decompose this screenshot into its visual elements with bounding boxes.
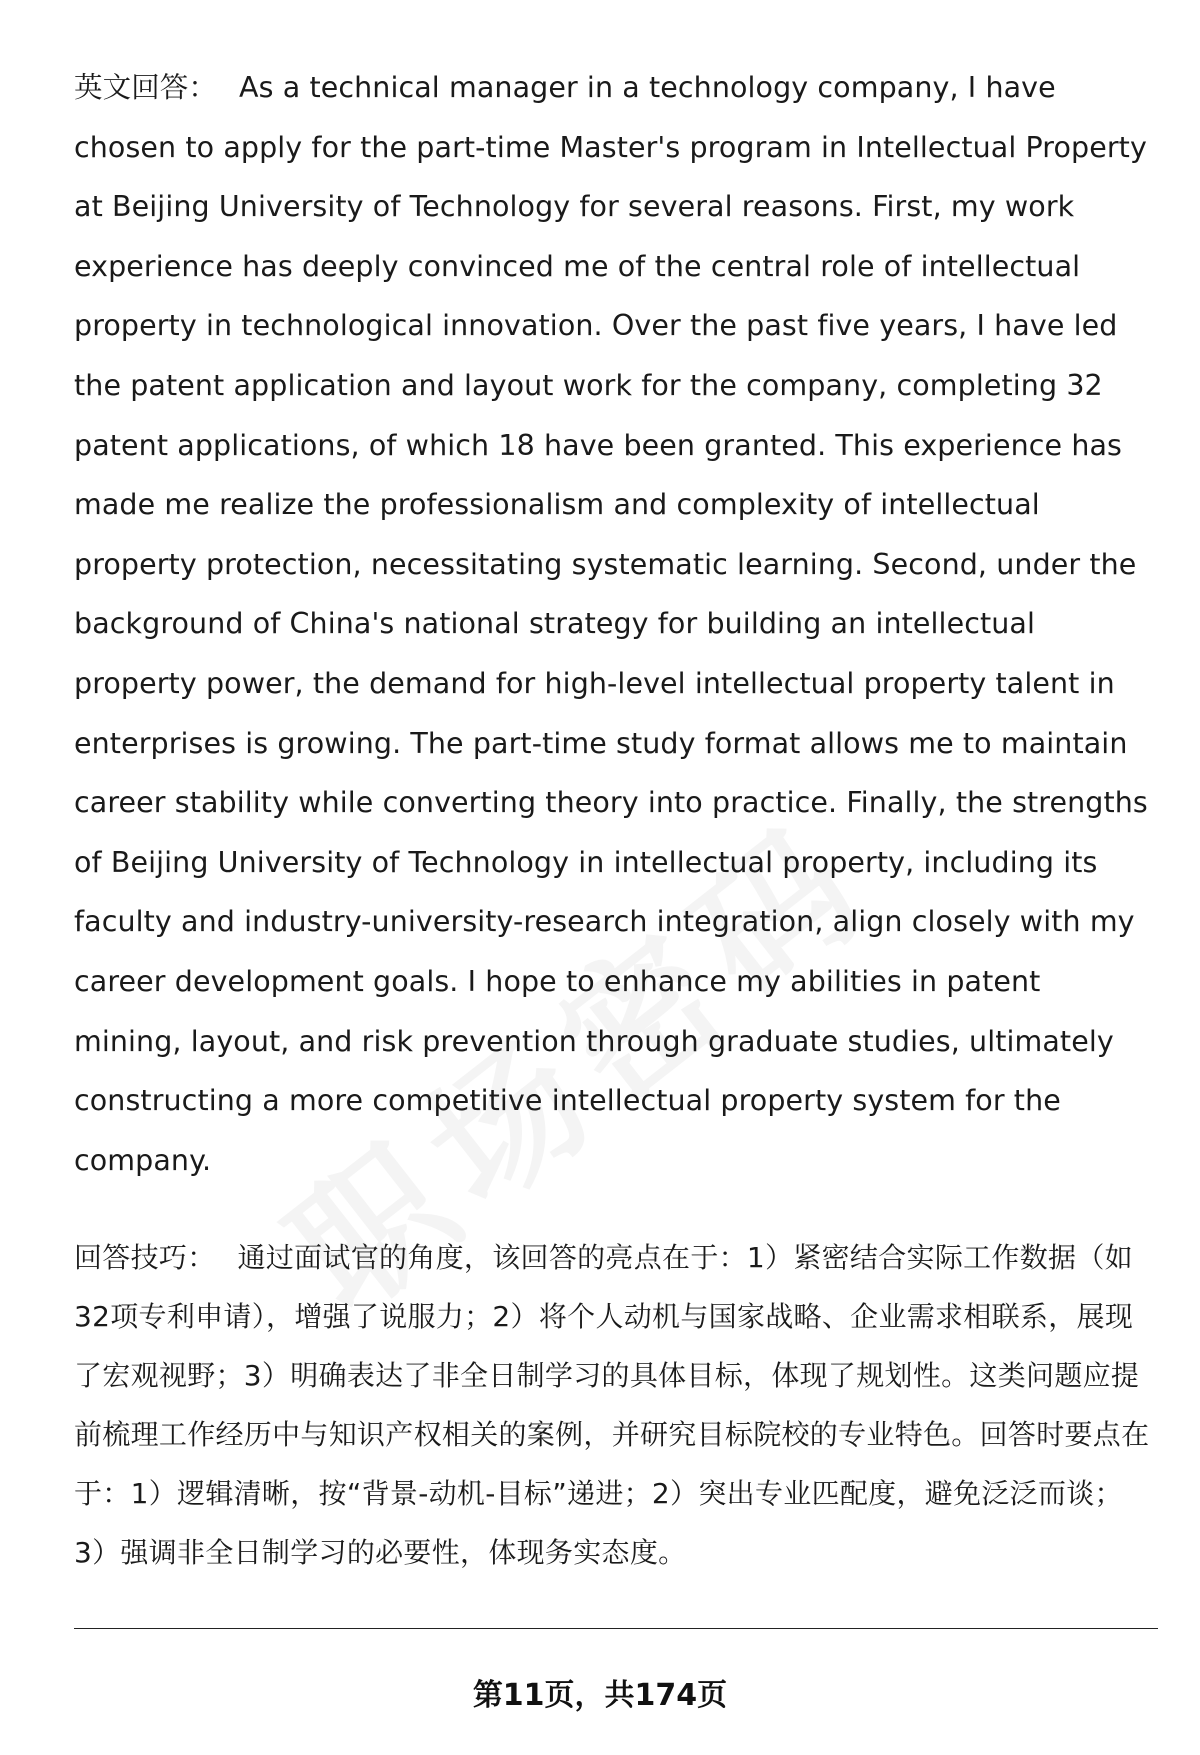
english-answer-label: 英文回答：: [74, 71, 218, 104]
english-answer-paragraph: [74, 58, 1154, 1190]
answer-tips-paragraph: [74, 1228, 1154, 1582]
footer-divider: [74, 1628, 1158, 1629]
answer-tips-text: 通过面试官的角度，该回答的亮点在于：1）紧密结合实际工作数据（如32项专利申请），增强了说服力；2）将个人动机与国家战略、企业需求相联系，展现了宏观视野；3）明确表达了非全日制学习的具体目标，体现了规划性。这类问题应提前梳理工作经历中与知识产权相关的案例，并研究目标院校的专业特色。回答时要点在于：1）逻辑清晰，按“背景-动机-目标”递进；2）突出专业匹配度，避免泛泛而谈；3）强调非全日制学习的必要性，体现务实态度。: [74, 1241, 1150, 1569]
answer-tips-label: 回答技巧：: [74, 1241, 216, 1274]
english-answer-text: As a technical manager in a technology company, I have chosen to apply for the part-time Master's program in Intellectual Property at Beijing University of Technology for several reasons. First, my work experience has deeply convinced me of the central role of intellectual property in technological innovation. Over the past five years, I have led the patent application and layout work for the company, completing 32 patent applications, of which 18 have been granted. This experience has made me realize the professionalism and complexity of intellectual property protection, necessitating systematic learning. Second, under the background of China's national strategy for building an intellectual property power, the demand for high-level intellectual property talent in enterprises is growing. The part-time study format allows me to maintain career stability while converting theory into practice. Finally, the strengths of Beijing University of Technology in intellectual property, including its faculty and industry-university-research integration, align closely with my career development goals. I hope to enhance my abilities in patent mining, layout, and risk prevention through graduate studies, ultimately constructing a more competitive intellectual property system for the company.: [74, 71, 1148, 1177]
page-number: 第11页，共174页: [472, 1678, 728, 1713]
